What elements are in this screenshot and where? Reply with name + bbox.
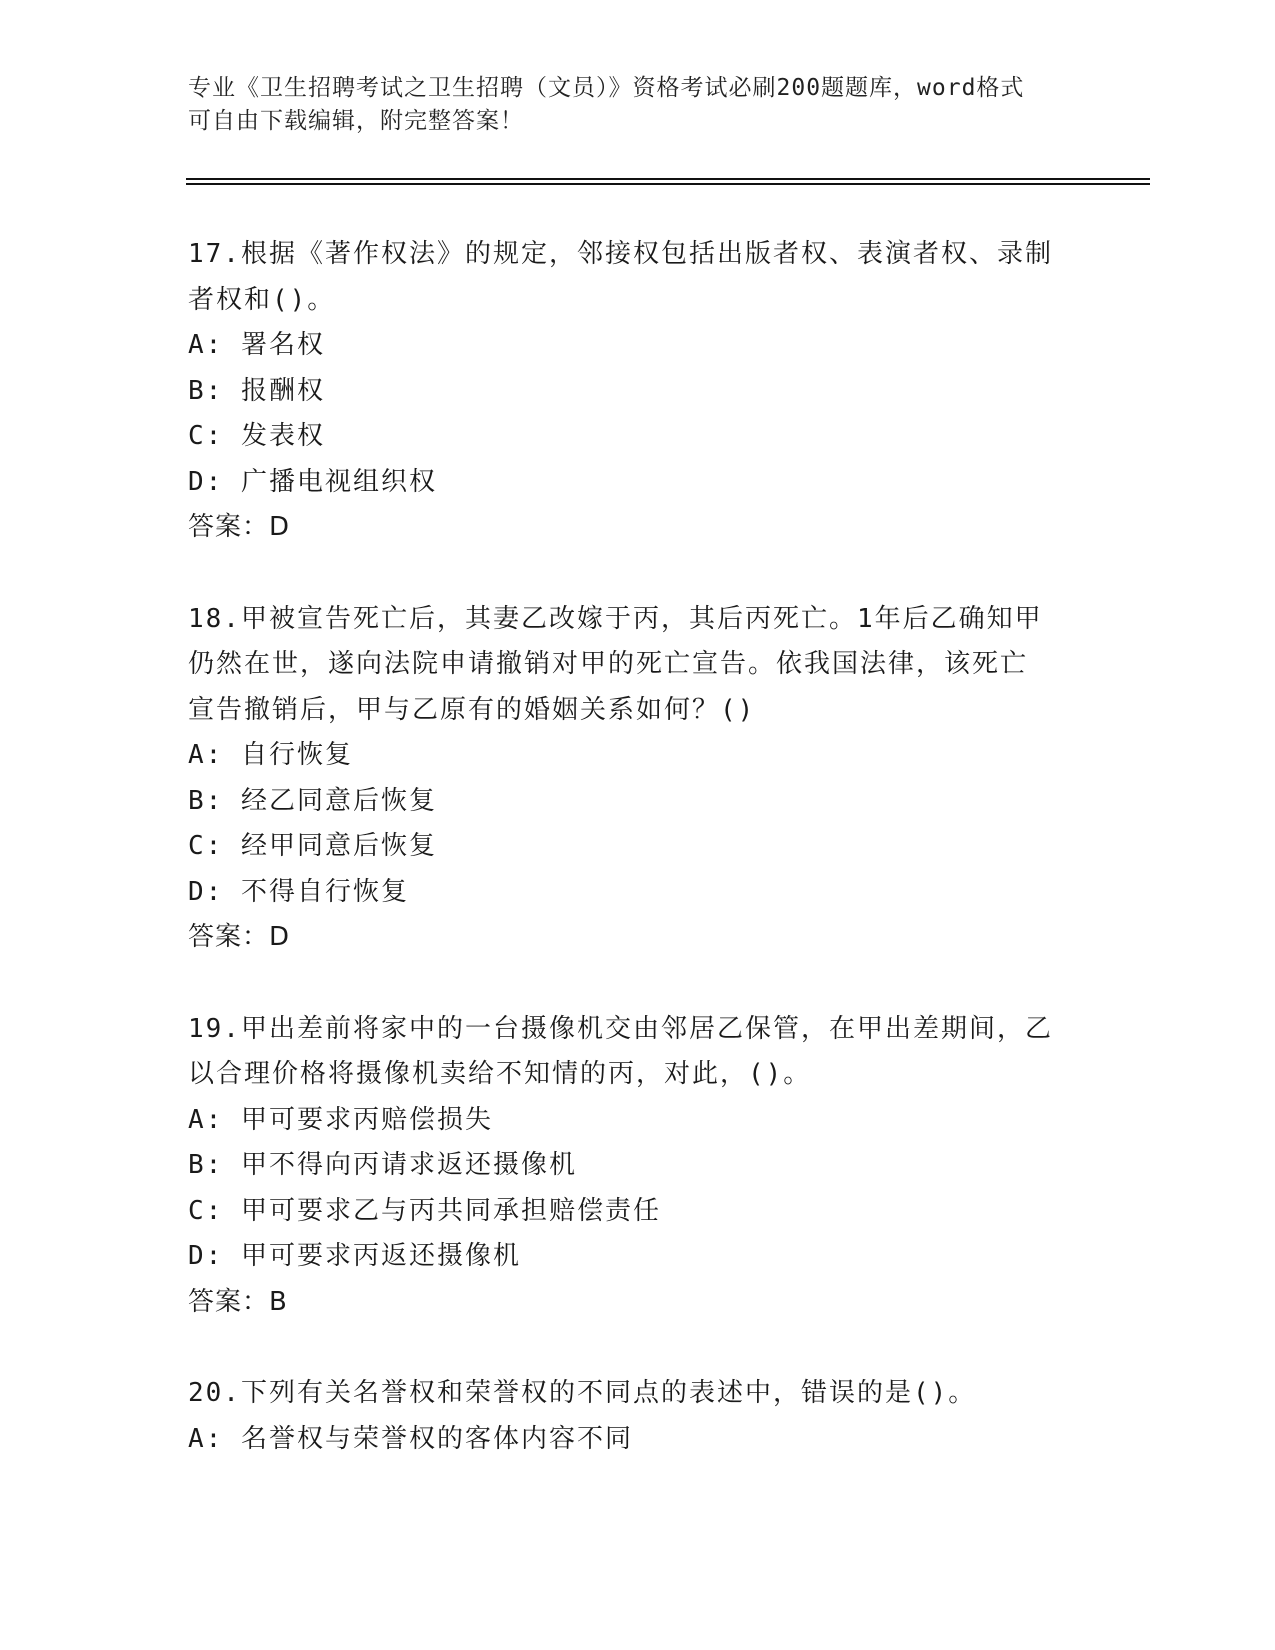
question-text-line: 19.甲出差前将家中的一台摄像机交由邻居乙保管，在甲出差期间，乙: [188, 1013, 1053, 1044]
answer-value: D: [269, 512, 291, 542]
option-b: B: 甲不得向丙请求返还摄像机: [188, 1150, 577, 1180]
option-d: D: 不得自行恢复: [188, 876, 409, 907]
answer-value: D: [269, 922, 291, 952]
header-divider-bottom: [186, 183, 1150, 185]
question-list: [188, 232, 1088, 1462]
option-b: B: 经乙同意后恢复: [188, 785, 437, 816]
question-text-line: 仍然在世，遂向法院申请撤销对甲的死亡宣告。依我国法律，该死亡: [188, 649, 1029, 679]
option-d: D: 广播电视组织权: [188, 466, 437, 497]
answer-line: [188, 915, 1088, 961]
question-spacer: [188, 1325, 1088, 1371]
question-text-line: 20.下列有关名誉权和荣誉权的不同点的表述中，错误的是()。: [188, 1378, 977, 1408]
document-header: [188, 72, 1088, 138]
question-18: [188, 597, 1088, 961]
question-17: [188, 232, 1088, 551]
header-divider-top: [186, 178, 1150, 180]
option-a: A: 名誉权与荣誉权的客体内容不同: [188, 1423, 633, 1454]
answer-value: B: [269, 1286, 288, 1317]
answer-label: 答案：: [188, 922, 270, 952]
question-text-line: 宣告撤销后，甲与乙原有的婚姻关系如何？(): [188, 694, 756, 725]
answer-label: 答案：: [188, 512, 270, 542]
question-text-line: 18.甲被宣告死亡后，其妻乙改嫁于丙，其后丙死亡。1年后乙确知甲: [188, 603, 1043, 634]
answer-line: [188, 1280, 1088, 1326]
option-b: B: 报酬权: [188, 375, 325, 406]
option-a: A: 甲可要求丙赔偿损失: [188, 1104, 493, 1135]
header-line-2: 可自由下载编辑，附完整答案！: [188, 108, 524, 134]
answer-line: [188, 505, 1088, 551]
option-a: A: 署名权: [188, 330, 325, 360]
question-spacer: [188, 551, 1088, 597]
header-line-1: 专业《卫生招聘考试之卫生招聘（文员）》资格考试必刷200题题库，word格式: [188, 75, 1025, 101]
question-text-line: 17.根据《著作权法》的规定，邻接权包括出版者权、表演者权、录制: [188, 239, 1053, 269]
option-a: A: 自行恢复: [188, 740, 353, 770]
question-19: [188, 1007, 1088, 1326]
question-text-line: 者权和()。: [188, 284, 336, 315]
answer-label: 答案：: [188, 1286, 270, 1317]
question-20: [188, 1371, 1088, 1462]
question-spacer: [188, 961, 1088, 1007]
option-c: C: 甲可要求乙与丙共同承担赔偿责任: [188, 1195, 661, 1226]
option-c: C: 经甲同意后恢复: [188, 831, 437, 861]
question-text-line: 以合理价格将摄像机卖给不知情的丙，对此，()。: [188, 1059, 812, 1089]
option-c: C: 发表权: [188, 421, 325, 451]
option-d: D: 甲可要求丙返还摄像机: [188, 1241, 521, 1271]
